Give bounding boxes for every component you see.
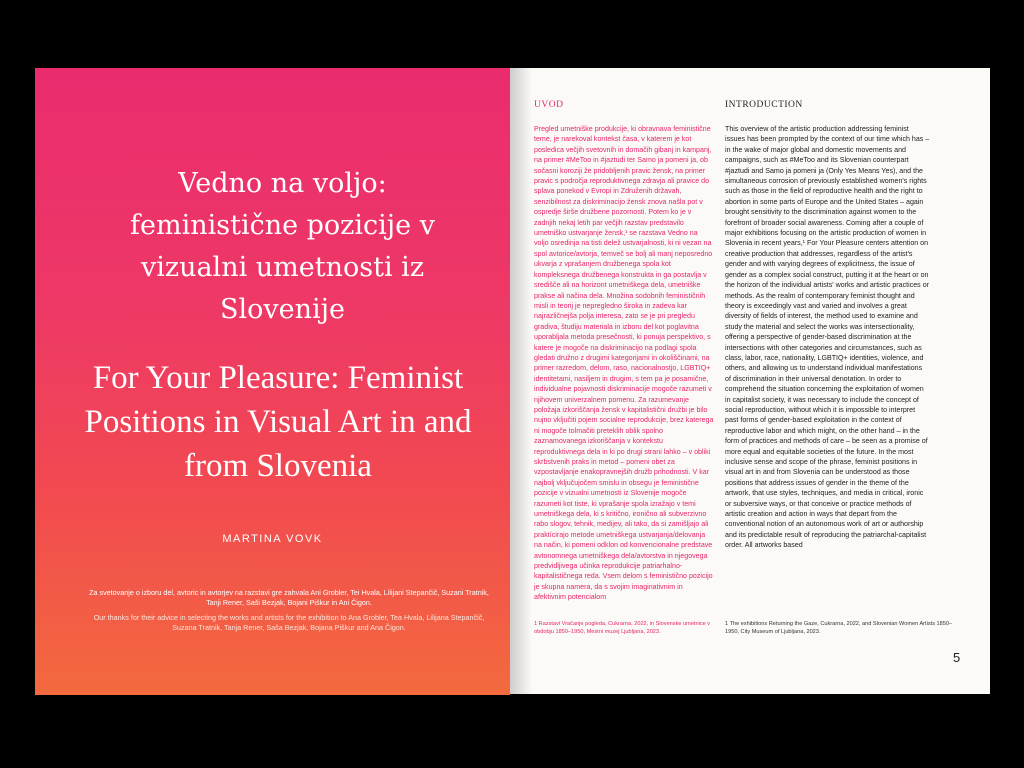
body-text-slovenian: Pregled umetniške produkcije, ki obravnava feministične teme, je narekoval kontekst časa, v katerem je kot posledica večjih svetovnih in domačih gibanj in kampanj, na primer #MeToo in #jaztudi ter Samo ja pomeni ja, ob sočasni koroziji že pridobljenih pravic žensk, na primer pravic s področja reproduktivnega zdravja ali pravice do splava ponekod v Evropi in Združenih državah, senzibilnost za diskriminacijo žensk znova našla pot v ospredje širše družbene pozornosti. Potem ko je v zadnjih nekaj letih par večjih razstav predstavilo umetniško ustvarjanje žensk,¹ se razstava Vedno na voljo osredinja na tisti delež ustvarjalnosti, ki ni vezan na spol avtorice/avtorja, temveč se bolj ali manj neposredno ukvarja z vprašanjem družbenega spola kot kompleksnega družbenega konstrukta in ga postavlja v središče ali na horizont umetniškega dela, umetniške prakse ali načina dela. Množina sodobnih feminističnih misli in teorij je nepregledno široka in zadeva kar najrazličnejša polja interesa, zato se je pri pregledu gradiva, študiju materiala in izboru del kot poglavitna uporabljala metoda presečnosti, ki ponuja perspektivo, s katere je mogoče na diskriminacijo na podlagi spola gledati družno z drugimi kategorijami in okoliščinami, na primer razredom, delom, raso, nacionalnostjo, LGBTIQ+ identitetami, nasiljem in drugim, s tem pa je posamične, individualne pojavnosti diskriminacije mogoče razumeti v njihovem univerzalnem pomenu. Za razumevanje položaja izkoriščanja žensk v kapitalistični družbi je bilo nujno vključiti pojem socialne reprodukcije, brez katerega ni mogoče tolmačiti preteklih oblik spolno zaznamovanega izkoriščanja v kontekstu reproduktivnega dela in ki po drugi strani lahko – v obliki skrbstvenih praks in metod – pomeni obet za vzpostavljanje enakopravnejših družb prihodnosti. V kar najbolj vključujočem smislu in obsegu je feministične pozicije v vizualni umetnosti iz Slovenije mogoče razumeti kot tiste, ki vprašanje spola izražajo v temi umetniškega dela, ki s kritično, ironično ali subverzivno rabo slogov, tehnik, medijev, ali tako, da si zamišljajo ali praktícirajo metode umetniškega ustvarjanja/delovanja na način, ki pomeni odklon od konvencionalne predstave avtonomnega umetniškega dela/avtorstva in njegovega predvidljivega učinka reprodukcije patriarhalno-kapitalističnega reda. Vsem delom s feministično pozicijo je skupna namera, da s svojim imaginativnim in afektivnim potencialom xyxy=(534,125,714,602)
title-slovenian xyxy=(85,163,480,331)
footnote-english: 1 The exhibitions Returning the Gaze, Cukrarna, 2022, and Slovenian Women Artists 1850–1950, City Museum of Ljubljana, 2023. xyxy=(725,621,953,635)
title-en-line: For Your Pleasure: Feminist xyxy=(92,360,464,396)
footnote-slovenian: 1 Razstavi Vračanje pogleda, Cukrarna, 2022, in Slovenske umetnice v obdobju 1850–1950, Mestni muzej Ljubljana, 2023. xyxy=(534,621,711,635)
left-page xyxy=(35,68,510,695)
body-text-english: This overview of the artistic production addressing feminist issues has been prompted by the context of our time which has – in the wake of major global and domestic movements and campaigns, such as #MeToo and its Slovenian counterpart #jaztudi and Samo ja pomeni ja (Only Yes Means Yes), and the simultaneous corrosion of previously established women's rights such as those in the field of reproductive health and the right to abortion in some parts of Europe and the United States – again brought sensitivity to the discrimination against women to the forefront of broader social awareness. Coming after a couple of major exhibitions focusing on the artistic production of women in Slovenia in recent years,¹ For Your Pleasure centers attention on creative production that addresses, regardless of the artist's gender and with varying degrees of explicitness, the issue of gender as a complex social construct, putting it at the heart or on the horizon of the individual artists' works and artistic practices or methods. As the realm of contemporary feminist thought and theory is exceedingly vast and varied and involves a great diversity of fields of interest, the method used to examine and study the material and select the works was intersectionality, offering a perspective of gender-based discrimination at the intersections with other categories and circumstances, such as class, labor, race, nationality, LGBTIQ+ identities, violence, and others, and allowing us to understand individual manifestations of discrimination in their universal denotation. In order to comprehend the situation concerning the exploitation of women in capitalist society, it was necessary to include the concept of social reproduction, without which it is impossible to interpret past forms of gender-based exploitation in the context of reproductive labor and which might, on the other hand – in the form of practices and methods of care – be seen as a promise of more equal and equitable societies of the future. In the most inclusive sense and scope of the phrase, feminist positions in visual art in and from Slovenia can be understood as those positions that address issues of gender in the theme of the artwork, that use styles, techniques, and media in critical, ironic or subversive ways, or that conceive or practice methods of artistic creation and action in ways that depart from the conventional notion of an autonomous work of art or authorship and its predictable result of reproducing the patriarchal-capitalist order. All artworks based xyxy=(725,125,930,550)
title-en-line: from Slovenia xyxy=(184,448,372,484)
page-number: 5 xyxy=(953,650,961,665)
title-sl-line: feministične pozicije v xyxy=(130,210,435,241)
heading-uvod: UVOD xyxy=(534,100,564,110)
title-sl-line: Slovenije xyxy=(220,294,345,325)
heading-introduction: INTRODUCTION xyxy=(725,100,803,110)
acknowledgement-slovenian: Za svetovanje o izboru del, avtoric in avtorjev na razstavi gre zahvala Ani Grobler, Tei Hvala, Lilijani Stepančič, Suzani Tratnik, Tanji Rener, Saši Bezjak, Bojani Piškur in Ani Čigon. xyxy=(89,588,489,607)
title-sl-line: vizualni umetnosti iz xyxy=(140,252,425,283)
author-name: MARTINA VOVK xyxy=(222,533,323,545)
title-en-line: Positions in Visual Art in and xyxy=(84,404,472,440)
title-english xyxy=(63,356,493,488)
title-sl-line: Vedno na voljo: xyxy=(178,168,387,199)
right-page xyxy=(510,68,990,694)
acknowledgement-english: Our thanks for their advice in selecting the works and artists for the exhibition to Ana Grobler, Tea Hvala, Lilijana Stepančič, Suzana Tratnik, Tanja Rener, Saša Bezjak, Bojana Piškur and Ana Čigon. xyxy=(93,613,485,632)
